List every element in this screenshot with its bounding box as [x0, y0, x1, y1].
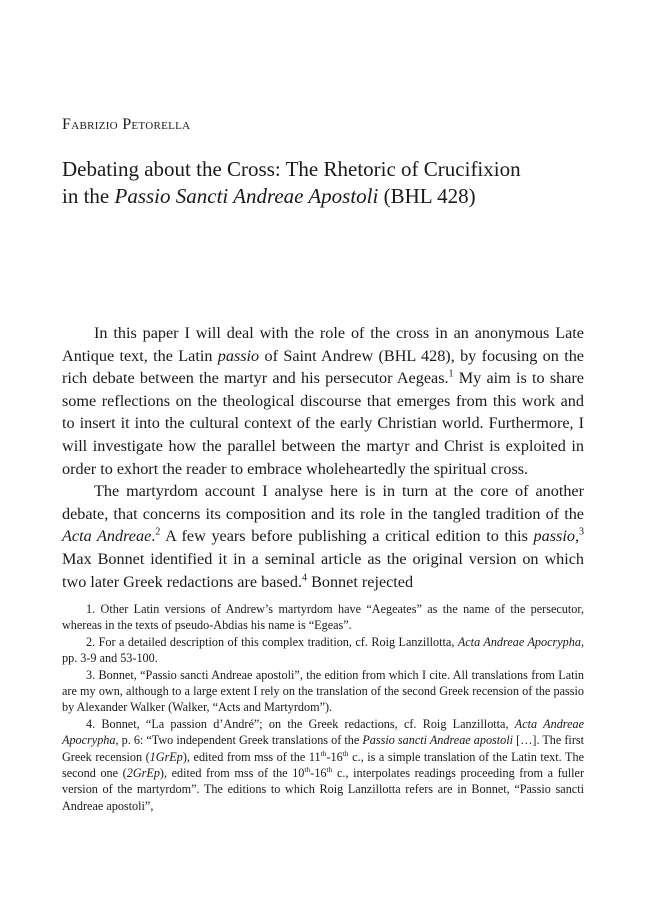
paragraph-2	[62, 480, 584, 593]
footnote-1: 1. Other Latin versions of Andrew’s martyrdom have “Aegeates” as the name of the persecutor, whereas in the texts of pseudo-Abdias his name is “Egeas”.	[62, 602, 584, 633]
text-span: 2. For a detailed description of this complex tradition, cf. Roig Lanzillotta,	[86, 634, 458, 649]
italic-span: Acta Andreae Apocrypha	[457, 634, 581, 649]
ordinal-suffix: th	[326, 765, 333, 774]
text-span: , pp. 3-9 and 53-100.	[62, 634, 584, 666]
text-span: c., interpolates readings proceeding from a fuller version of the martyrdom”. The editions to which Roig Lanzillotta refers are in Bonnet, “Passio sancti Andreae apostoli”,	[62, 766, 585, 813]
title-line-1: Debating about the Cross: The Rhetoric of Crucifixion	[62, 157, 521, 181]
text-span: Bonnet rejected	[307, 572, 414, 591]
author-name: Fabrizio Petorella	[62, 116, 191, 133]
footnote-ref-4[interactable]: 4	[302, 572, 308, 584]
italic-span: Acta Andreae Apocrypha	[62, 716, 584, 748]
text-span: ,	[574, 527, 579, 546]
body-text	[62, 322, 584, 593]
italic-span: Passio sancti Andreae apostoli	[362, 733, 514, 748]
footnote-2	[62, 634, 584, 667]
ordinal-suffix: th	[304, 765, 311, 774]
italic-span: 1GrEp	[149, 749, 183, 764]
title-italic-work: Passio Sancti Andreae Apostoli	[114, 184, 379, 208]
footnote-ref-3[interactable]: 3	[578, 526, 584, 538]
text-span: My aim is to share some reflections on the theological discourse that emerges from this work and to insert it into the cultural context of the early Christian world. Furthermore, I will investigate how the parallel between the martyr and Christ is exploited in order to exhort the reader to embrace wholeheartedly the spiritual cross.	[62, 369, 584, 478]
footnote-4	[62, 716, 584, 814]
text-span: A few years before publishing a critical edition to this	[160, 527, 534, 546]
title-line-2-post: (BHL 428)	[378, 184, 476, 208]
ordinal-suffix: th	[320, 748, 327, 758]
text-span: c., is a simple translation of the Latin text. The second one (	[62, 749, 585, 781]
text-span: […]. The first Greek recension (	[62, 733, 585, 764]
text-span: In this paper I will deal with the role of the cross in an anonymous Late Antique text, the Latin	[62, 324, 584, 365]
text-span: Max Bonnet identified it in a seminal article as the original version on which two later Greek redactions are based.	[62, 549, 584, 591]
text-span: The martyrdom account I analyse here is in turn at the core of another debate, that concerns its composition and its role in the tangled tradition of the	[62, 482, 584, 523]
italic-span: passio	[217, 346, 260, 365]
paragraph-1	[62, 322, 584, 480]
footnote-ref-2[interactable]: 2	[155, 526, 161, 538]
footnotes	[62, 601, 584, 814]
text-span: -16	[310, 766, 327, 781]
text-span: 4. Bonnet, “La passion d’André”; on the Greek redactions, cf. Roig Lanzillotta,	[86, 716, 515, 731]
footnote-3: 3. Bonnet, “Passio sancti Andreae apostoli”, the edition from which I cite. All translations from Latin are my own, although to a large extent I rely on the translation of the second Greek recension of the passio by Alexander Walker (Walker, “Acts and Martyrdom”).	[62, 667, 584, 715]
text-span: -16	[326, 749, 343, 764]
text-span: .	[151, 527, 156, 546]
text-span: ), edited from mss of the 11	[182, 749, 321, 764]
text-span: of Saint Andrew (BHL 428), by focusing on the rich debate between the martyr and his persecutor Aegeas.	[62, 346, 584, 388]
italic-span: passio	[533, 527, 575, 546]
footnote-ref-1[interactable]: 1	[448, 368, 454, 380]
text-span: , p. 6: “Two independent Greek translations of the	[115, 733, 363, 748]
paper-title	[62, 156, 584, 210]
title-line-2-pre: in the	[62, 184, 115, 208]
italic-span: Acta Andreae	[62, 527, 152, 546]
text-span: ), edited from mss of the 10	[159, 766, 305, 781]
italic-span: 2GrEp	[126, 766, 160, 781]
ordinal-suffix: th	[342, 748, 349, 758]
